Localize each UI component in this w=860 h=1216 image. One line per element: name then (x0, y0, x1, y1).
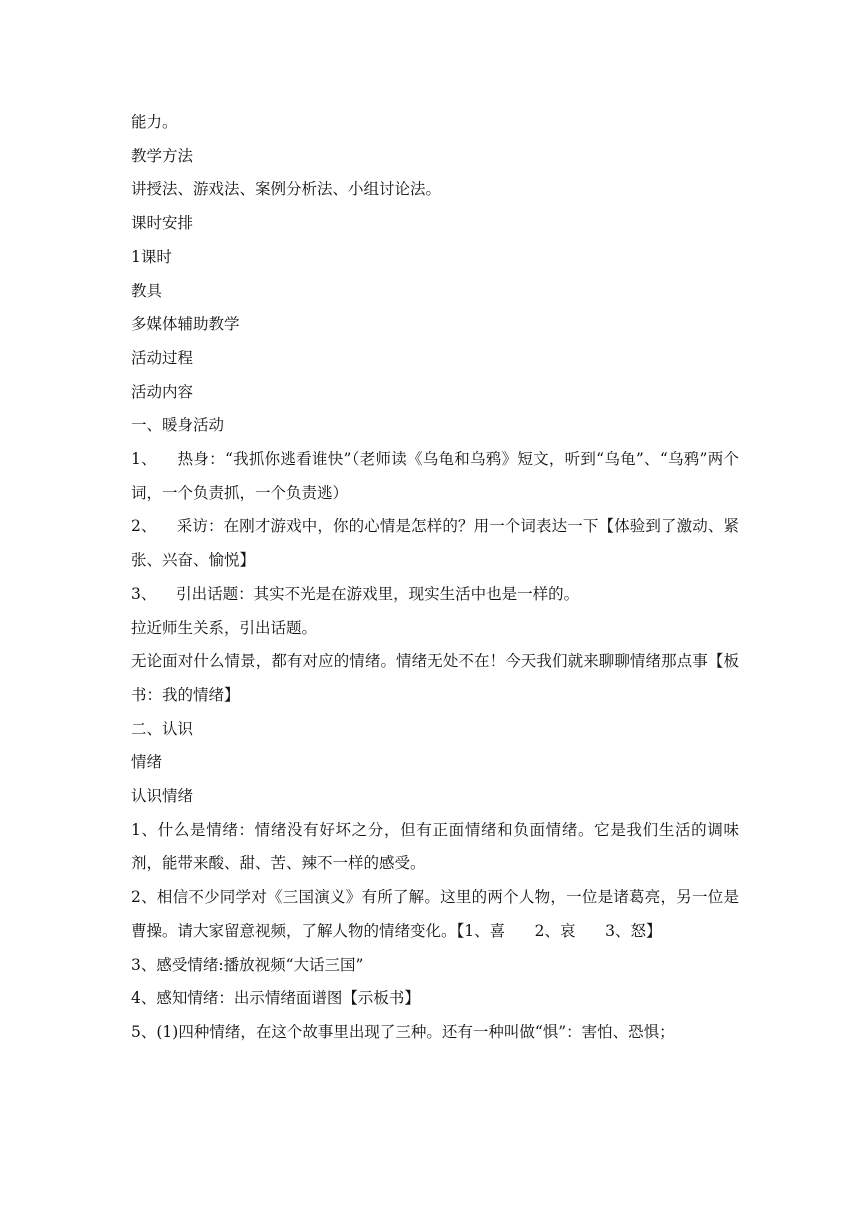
section-heading: 教具 (131, 281, 163, 300)
section-heading: 二、认识 (131, 719, 194, 738)
list-item: 3、 引出话题：其实不光是在游戏里，现实生活中也是一样的。 (131, 584, 580, 603)
paragraph: 多媒体辅助教学 (131, 315, 240, 334)
paragraph: 能力。 (131, 113, 178, 131)
list-item: 1、 热身：“我抓你逃看谁快”（老师读《乌龟和乌鸦》短文，听到“乌龟”、“乌鸦”两个词，一个负责抓，一个负责逃） (131, 450, 739, 502)
list-item: 2、相信不少同学对《三国演义》有所了解。这里的两个人物，一位是诸葛亮，另一位是曹操。请大家留意视频，了解人物的情绪变化。【1、喜 2、哀 3、怒】 (131, 888, 739, 940)
section-heading: 活动过程 (131, 348, 194, 367)
section-heading: 教学方法 (131, 146, 194, 165)
document-body (131, 106, 739, 1050)
section-heading: 情绪 (131, 753, 163, 772)
section-heading: 课时安排 (131, 214, 194, 233)
list-item: 5、(1)四种情绪，在这个故事里出现了三种。还有一种叫做“惧”：害怕、恐惧； (131, 1022, 675, 1041)
section-heading: 一、暖身活动 (131, 416, 225, 435)
section-heading: 认识情绪 (131, 787, 194, 806)
paragraph: 无论面对什么情景，都有对应的情绪。情绪无处不在！今天我们就来聊聊情绪那点事【板书：我的情绪】 (131, 652, 739, 704)
list-item: 4、感知情绪：出示情绪面谱图【示板书】 (131, 989, 420, 1008)
list-item: 2、 采访：在刚才游戏中，你的心情是怎样的？用一个词表达一下【体验到了激动、紧张、兴奋、愉悦】 (131, 517, 739, 570)
list-item: 3、感受情绪:播放视频“大话三国” (131, 955, 364, 974)
list-item: 1、什么是情绪：情绪没有好坏之分，但有正面情绪和负面情绪。它是我们生活的调味剂，能带来酸、甜、苦、辣不一样的感受。 (131, 820, 739, 873)
paragraph: 讲授法、游戏法、案例分析法、小组讨论法。 (131, 180, 442, 199)
paragraph: 1课时 (131, 247, 172, 266)
section-heading: 活动内容 (131, 382, 194, 401)
paragraph: 拉近师生关系，引出话题。 (131, 618, 318, 637)
